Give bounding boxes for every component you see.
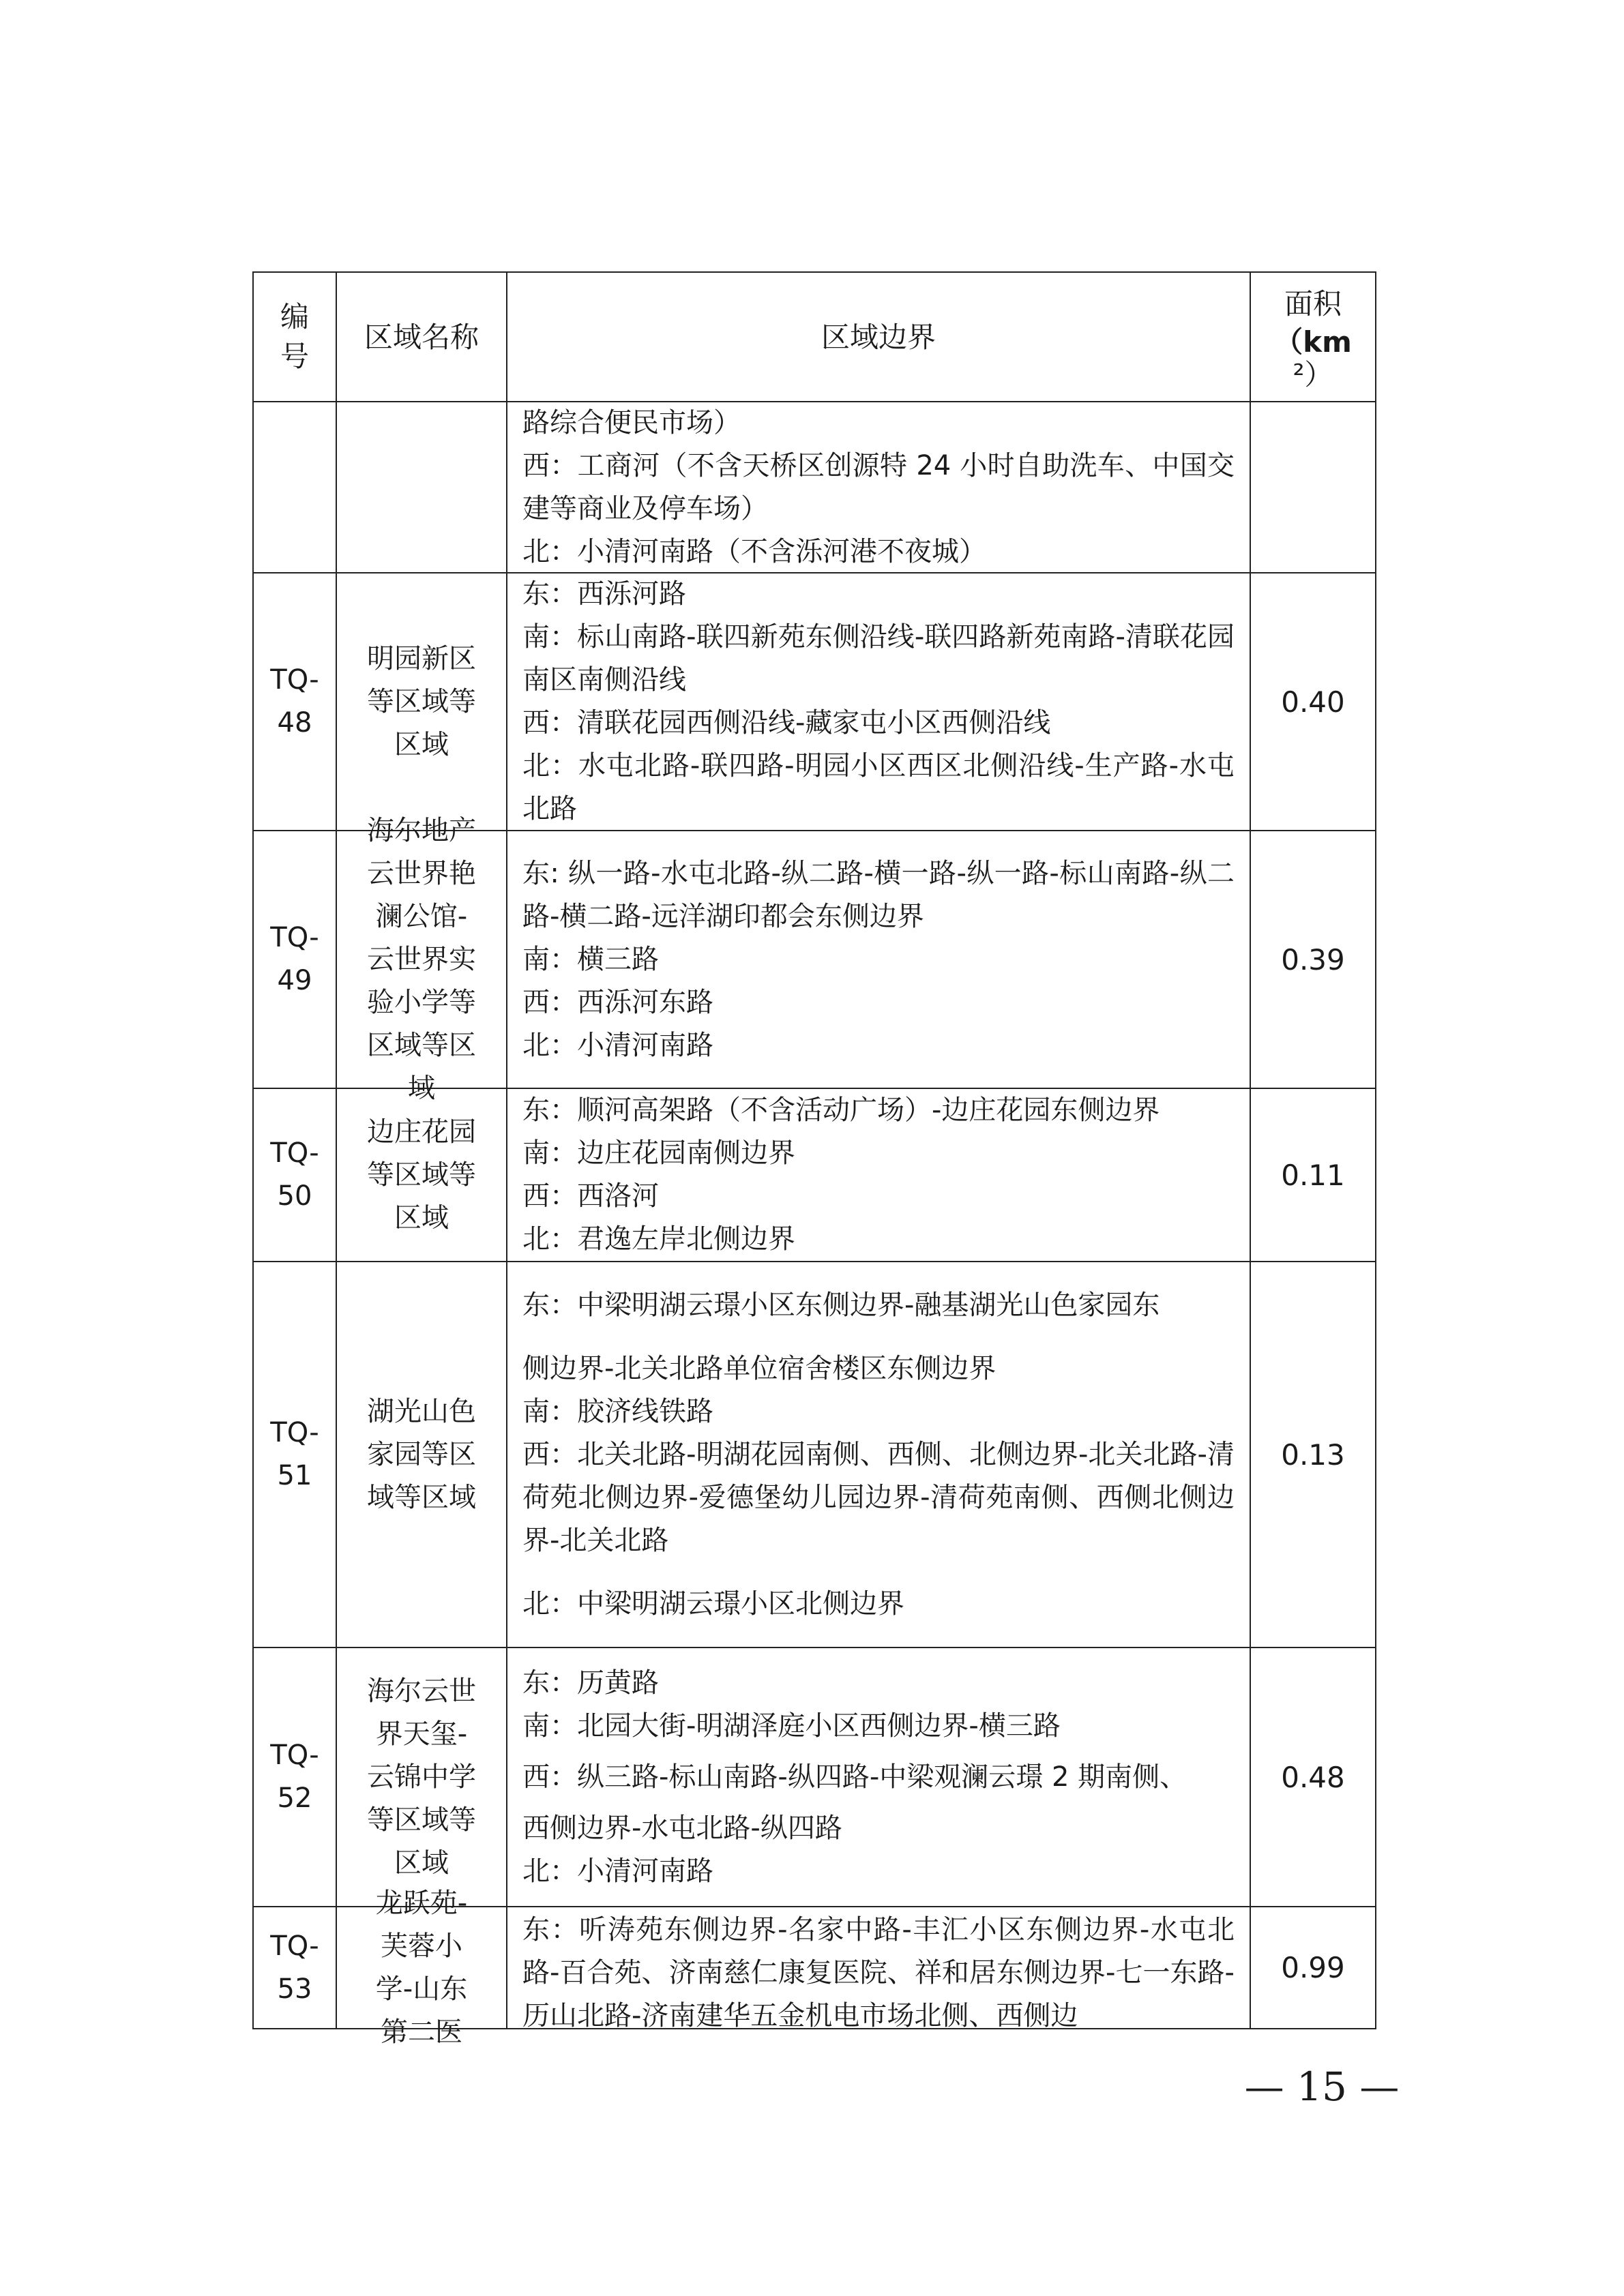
row-id: TQ-52 [254,1648,337,1906]
row-boundary: 东：顺河高架路（不含活动广场）-边庄花园东侧边界 南：边庄花园南侧边界 西：西洛河 北：君逸左岸北侧边界 [507,1089,1251,1261]
row-area: 0.40 [1281,685,1345,719]
row-boundary: 东：历黄路 南：北园大街-明湖泽庭小区西侧边界-横三路 西：纵三路-标山南路-纵四路-中梁观澜云璟 2 期南侧、 西侧边界-水屯北路-纵四路 北：小清河南路 [507,1648,1251,1906]
row-boundary: 路综合便民市场） 西：工商河（不含天桥区创源特 24 小时自助洗车、中国交建等商业及停车场） 北：小清河南路（不含泺河港不夜城） [507,402,1251,572]
table-row [254,1262,1375,1648]
table-row [254,1089,1375,1262]
table-row [254,573,1375,831]
row-name: 湖光山色家园等区域等区域 [337,1262,507,1647]
table-row [254,402,1375,573]
row-name [337,402,507,572]
row-name: 海尔云世界天玺-云锦中学等区域等区域 [337,1648,507,1906]
row-boundary: 东：西泺河路 南：标山南路-联四新苑东侧沿线-联四路新苑南路-清联花园南区南侧沿线 西：清联花园西侧沿线-藏家屯小区西侧沿线 北：水屯北路-联四路-明园小区西区北侧沿线-生产路-水屯北路 [507,573,1251,830]
page-number: — 15 — [1244,2063,1400,2110]
row-area: 0.39 [1281,942,1345,976]
row-id: TQ-53 [254,1907,337,2028]
row-area: 0.48 [1281,1760,1345,1794]
row-name: 海尔地产云世界艳澜公馆-云世界实验小学等区域等区域 [337,831,507,1088]
row-id: TQ-48 [254,573,337,830]
header-name: 区域名称 [337,273,507,401]
row-boundary: 东: 纵一路-水屯北路-纵二路-横一路-纵一路-标山南路-纵二路-横二路-远洋湖印都会东侧边界 南：横三路 西：西泺河东路 北：小清河南路 [507,831,1251,1088]
row-area: 0.13 [1281,1437,1345,1472]
row-boundary: 东：中梁明湖云璟小区东侧边界-融基湖光山色家园东 侧边界-北关北路单位宿舍楼区东侧边界 南：胶济线铁路 西：北关北路-明湖花园南侧、西侧、北侧边界-北关北路-清荷苑北侧边界-爱德堡幼儿园边界-清荷苑南侧、西侧北侧边界-北关北路 北：中梁明湖云璟小区北侧边界 [507,1262,1251,1647]
row-id: TQ-50 [254,1089,337,1261]
header-area: 面积 （km ²） [1274,287,1352,391]
row-id: TQ-51 [254,1262,337,1647]
table-header-row [254,273,1375,402]
header-id: 编号 [254,273,337,401]
row-name: 明园新区等区域等区域 [337,573,507,830]
row-id [254,402,337,572]
boundary-table [252,271,1376,2048]
row-boundary: 东：听涛苑东侧边界-名家中路-丰汇小区东侧边界-水屯北路-百合苑、济南慈仁康复医院、祥和居东侧边界-七一东路-历山北路-济南建华五金机电市场北侧、西侧边 [507,1907,1251,2028]
row-area: 0.99 [1281,1951,1345,1984]
row-id: TQ-49 [254,831,337,1088]
row-name: 龙跃苑-芙蓉小学-山东第二医 [337,1907,507,2028]
row-area: 0.11 [1281,1158,1345,1192]
row-area [1251,402,1375,572]
row-name: 边庄花园等区域等区域 [337,1089,507,1261]
header-boundary: 区域边界 [507,273,1251,401]
table-row [254,814,1375,1104]
table-row [254,1648,1375,1907]
table-row [254,1887,1375,2048]
